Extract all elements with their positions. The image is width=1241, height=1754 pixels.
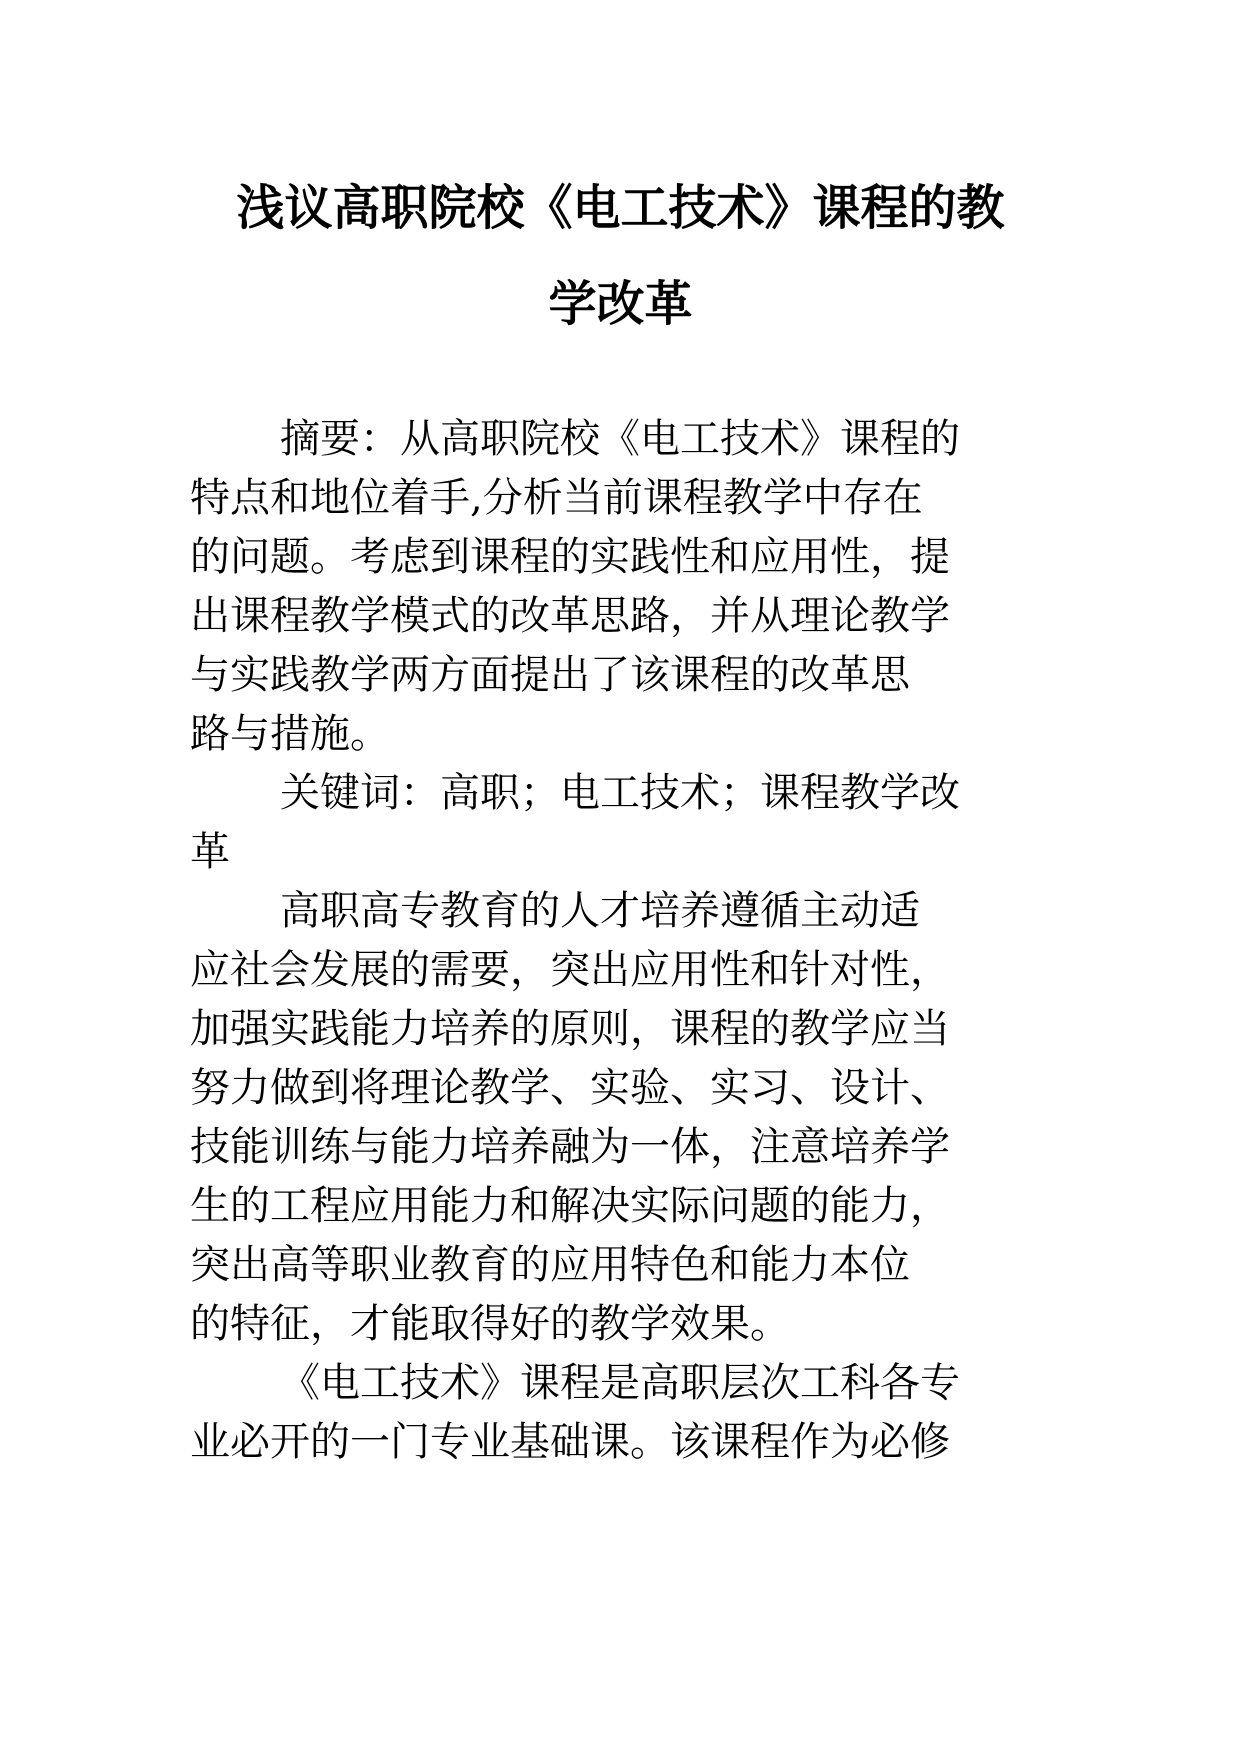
abstract-line: 路与措施。 — [190, 711, 390, 757]
paragraph-line: 加强实践能力培养的原则，课程的教学应当 — [190, 1006, 950, 1052]
abstract-paragraph — [190, 410, 1090, 764]
keywords-paragraph — [190, 764, 1090, 882]
body-paragraph-2 — [190, 1354, 1090, 1472]
document-body — [190, 410, 1090, 1472]
title-line-1: 浅议高职院校《电工技术》课程的教 — [236, 180, 1005, 236]
abstract-line: 摘要：从高职院校《电工技术》课程的 — [280, 416, 960, 462]
body-paragraph-1 — [190, 882, 1090, 1354]
paragraph-line: 生的工程应用能力和解决实际问题的能力， — [190, 1183, 950, 1229]
paragraph-line: 努力做到将理论教学、实验、实习、设计、 — [190, 1065, 950, 1111]
paragraph-line: 技能训练与能力培养融为一体，注意培养学 — [190, 1124, 950, 1170]
abstract-line: 特点和地位着手,分析当前课程教学中存在 — [190, 475, 923, 521]
abstract-line: 的问题。考虑到课程的实践性和应用性，提 — [190, 534, 950, 580]
keywords-line: 革 — [190, 829, 230, 875]
title-line-2: 学改革 — [548, 276, 693, 332]
paragraph-line: 高职高专教育的人才培养遵循主动适 — [280, 888, 920, 934]
abstract-line: 出课程教学模式的改革思路，并从理论教学 — [190, 593, 950, 639]
paragraph-line: 突出高等职业教育的应用特色和能力本位 — [190, 1242, 910, 1288]
paragraph-line: 《电工技术》课程是高职层次工科各专 — [280, 1360, 960, 1406]
paragraph-line: 应社会发展的需要，突出应用性和针对性， — [190, 947, 950, 993]
keywords-line: 关键词：高职；电工技术；课程教学改 — [280, 770, 960, 816]
paragraph-line: 业必开的一门专业基础课。该课程作为必修 — [190, 1419, 950, 1465]
abstract-line: 与实践教学两方面提出了该课程的改革思 — [190, 652, 910, 698]
paragraph-line: 的特征，才能取得好的教学效果。 — [190, 1301, 790, 1347]
document-title — [150, 160, 1091, 352]
